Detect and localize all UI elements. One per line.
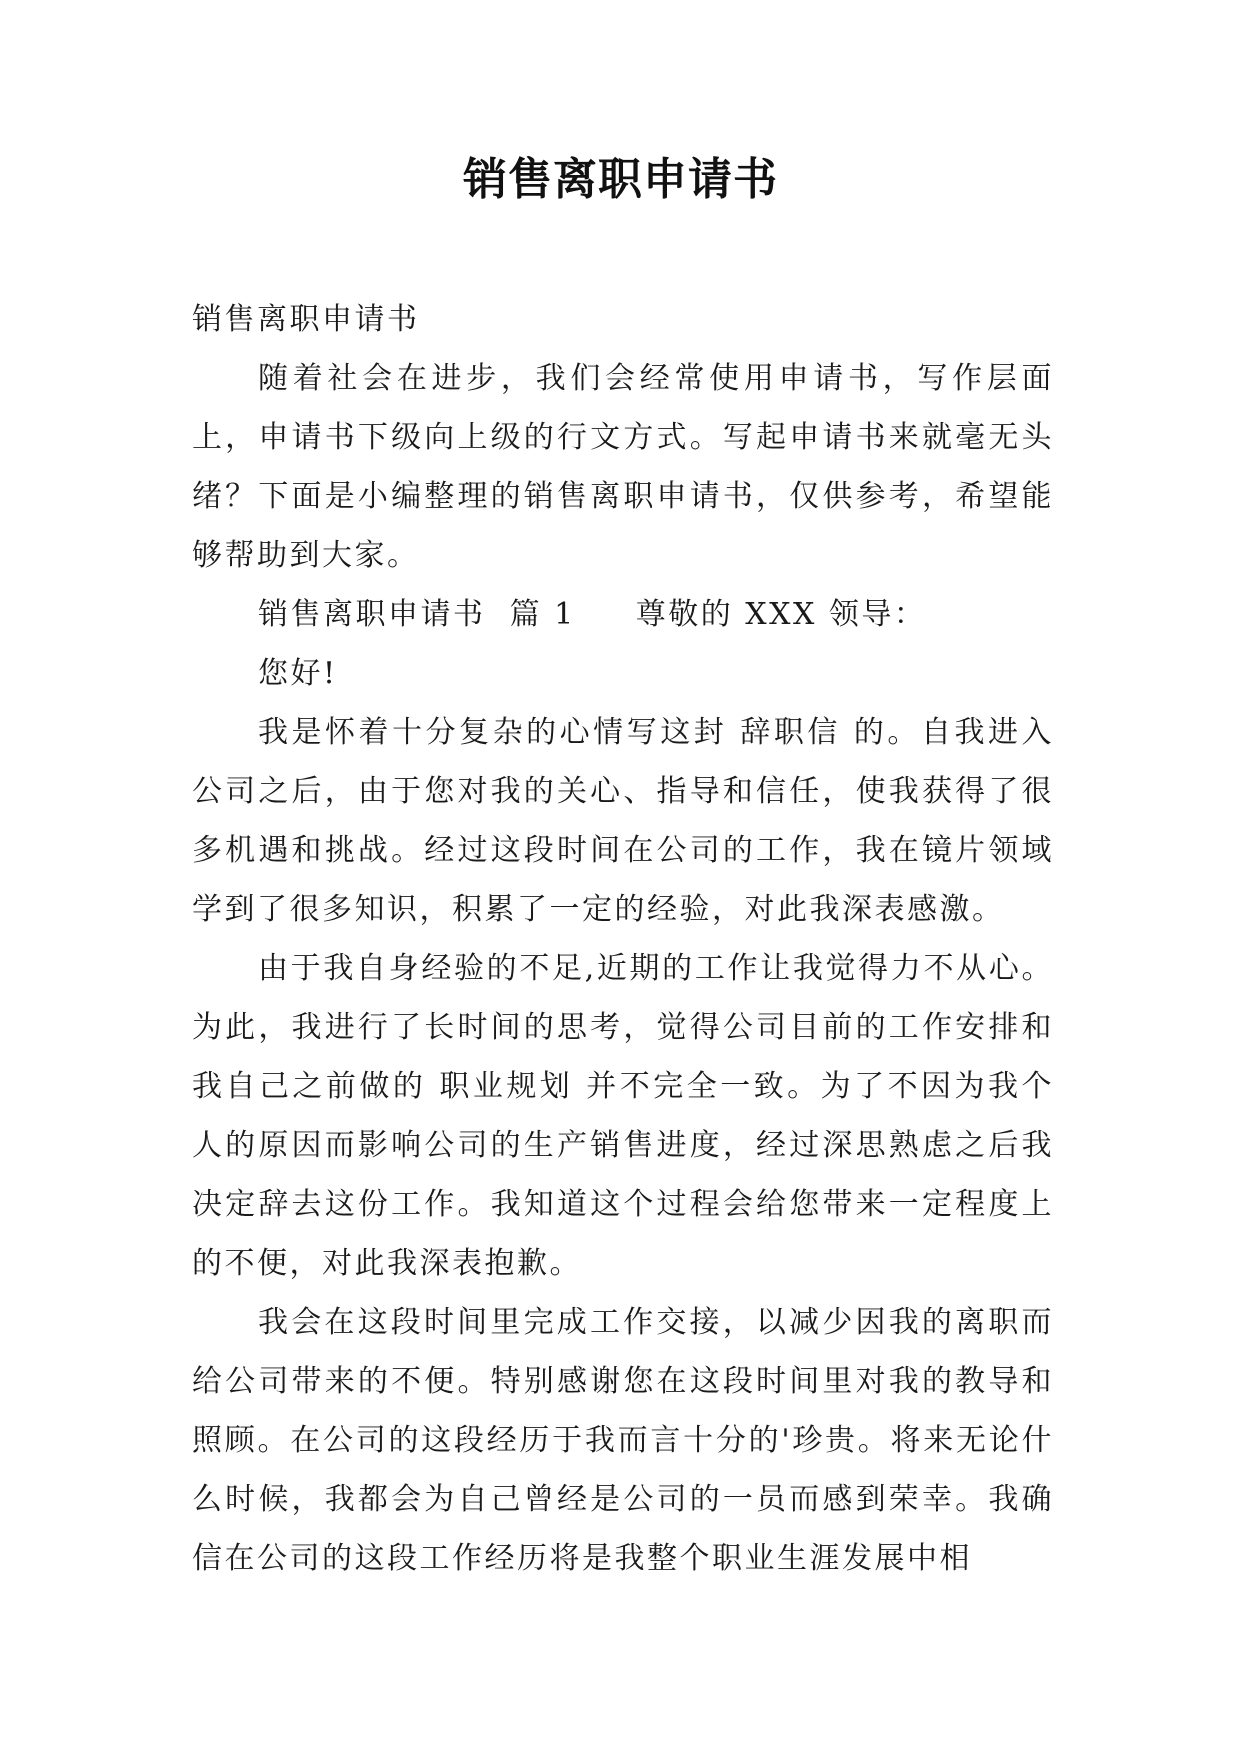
- body-paragraph-2: 由于我自身经验的不足,近期的工作让我觉得力不从心。为此，我进行了长时间的思考，觉得公司目前的工作安排和我自己之前做的 职业规划 并不完全一致。为了不因为我个人的原因而影响公司的生产销售进度，经过深思熟虑之后我决定辞去这份工作。我知道这个过程会给您带来一定程度上的不便，对此我深表抱歉。: [192, 951, 1054, 1281]
- body-paragraph-1: 我是怀着十分复杂的心情写这封 辞职信 的。自我进入公司之后，由于您对我的关心、指导和信任，使我获得了很多机遇和挑战。经过这段时间在公司的工作，我在镜片领域学到了很多知识，积累了一定的经验，对此我深表感激。: [192, 715, 1054, 927]
- document-subtitle: 销售离职申请书: [192, 302, 420, 337]
- section-heading-line: [192, 585, 1054, 644]
- document-body: [192, 290, 1054, 1588]
- greeting: 您好!: [258, 656, 338, 691]
- intro-paragraph: 随着社会在进步，我们会经常使用申请书，写作层面上，申请书下级向上级的行文方式。写起申请书来就毫无头绪？下面是小编整理的销售离职申请书，仅供参考，希望能够帮助到大家。: [192, 361, 1054, 573]
- section-label: 销售离职申请书 篇 1: [258, 597, 576, 632]
- body-paragraph-3: 我会在这段时间里完成工作交接，以减少因我的离职而给公司带来的不便。特别感谢您在这段时间里对我的教导和照顾。在公司的这段经历于我而言十分的'珍贵。将来无论什么时候，我都会为自己曾经是公司的一员而感到荣幸。我确信在公司的这段工作经历将是我整个职业生涯发展中相: [192, 1305, 1054, 1576]
- salutation: 尊敬的 XXX 领导：: [635, 597, 927, 632]
- document-title: 销售离职申请书: [463, 154, 778, 205]
